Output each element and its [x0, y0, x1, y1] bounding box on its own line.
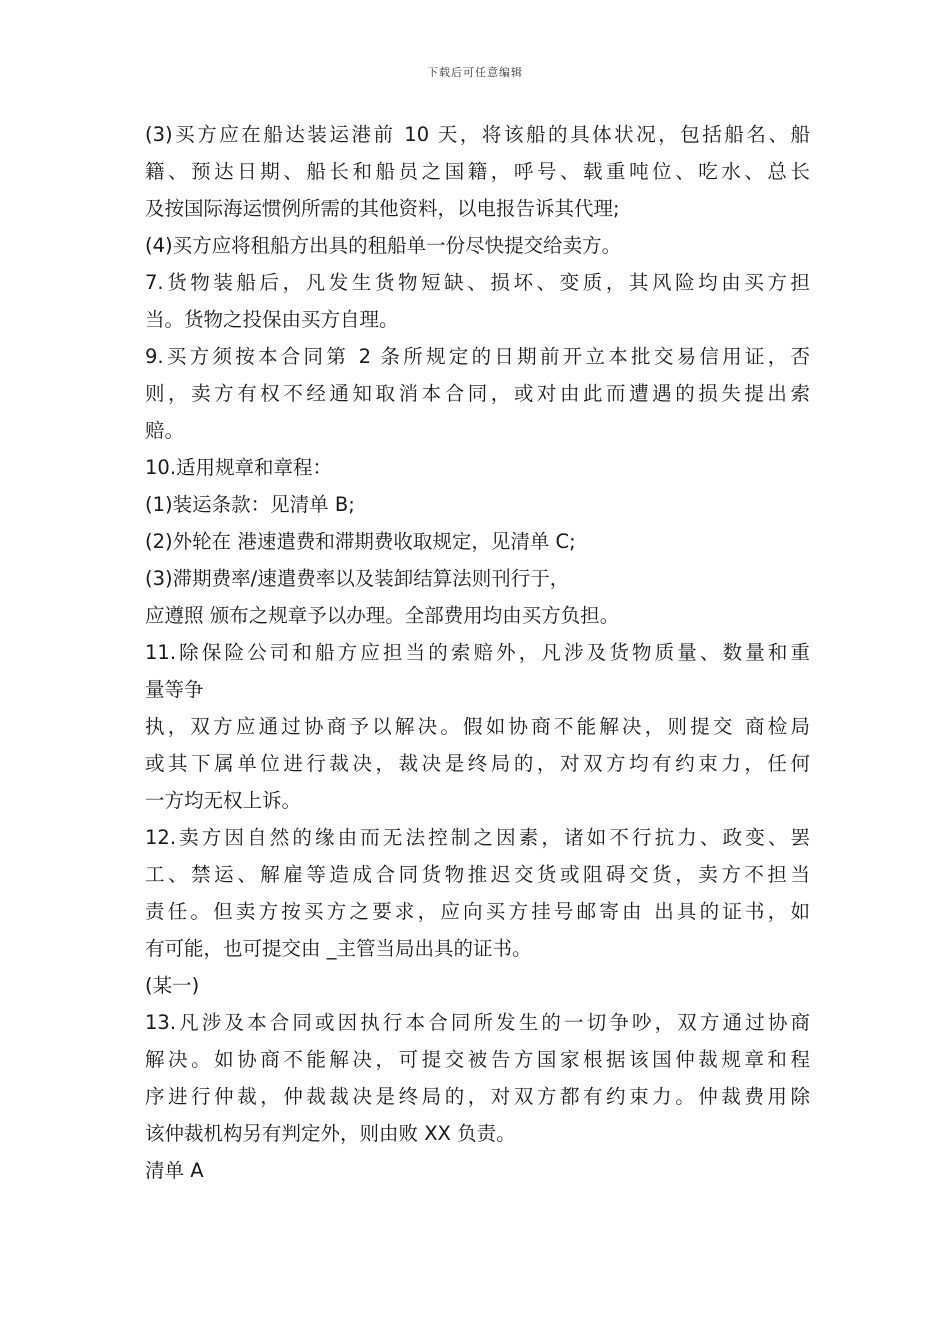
text-line: 11.除保险公司和船方应担当的索赔外，凡涉及货物质量、数量和重	[145, 641, 810, 664]
text-line: 12.卖方因自然的缘由而无法控制之因素，诸如不行抗力、政变、罢	[145, 826, 810, 849]
text-line: 工、禁运、解雇等造成合同货物推迟交货或阻碍交货，卖方不担当	[145, 863, 810, 886]
text-line: 清单 A	[145, 1159, 204, 1182]
text-line: 或其下属单位进行裁决，裁决是终局的，对双方均有约束力，任何	[145, 752, 810, 775]
text-line: (3)滞期费率/速遣费率以及装卸结算法则刊行于，	[145, 567, 570, 590]
text-line: (2)外轮在 港速遣费和滞期费收取规定，见清单 C;	[145, 530, 576, 553]
text-line: 执，双方应通过协商予以解决。假如协商不能解决，则提交 商检局	[145, 715, 810, 738]
text-line: 一方均无权上诉。	[145, 789, 302, 812]
text-line: 量等争	[145, 678, 204, 701]
text-line: (4)买方应将租船方出具的租船单一份尽快提交给卖方。	[145, 234, 622, 257]
text-line: 当。货物之投保由买方自理。	[145, 308, 399, 331]
text-line: 籍、预达日期、船长和船员之国籍，呼号、载重吨位、吃水、总长	[145, 160, 810, 183]
text-line: 解决。如协商不能解决，可提交被告方国家根据该国仲裁规章和程	[145, 1048, 810, 1071]
text-line: 13.凡涉及本合同或因执行本合同所发生的一切争吵，双方通过协商	[145, 1011, 810, 1034]
document-body	[145, 116, 810, 1189]
text-line: 赔。	[145, 419, 185, 442]
page-header: 下载后可任意编辑	[427, 66, 523, 79]
text-line: 应遵照 颁布之规章予以办理。全部费用均由买方负担。	[145, 604, 620, 627]
text-line: 则，卖方有权不经通知取消本合同，或对由此而遭遇的损失提出索	[145, 382, 810, 405]
text-line: 有可能，也可提交由 _主管当局出具的证书。	[145, 937, 532, 960]
text-line: (3)买方应在船达装运港前 10 天，将该船的具体状况，包括船名、船	[145, 123, 810, 146]
text-line: 9.买方须按本合同第 2 条所规定的日期前开立本批交易信用证，否	[145, 345, 810, 368]
text-line: 及按国际海运惯例所需的其他资料，以电报告诉其代理;	[145, 197, 620, 220]
text-line: (某一)	[145, 974, 200, 997]
text-line: 序进行仲裁，仲裁裁决是终局的，对双方都有约束力。仲裁费用除	[145, 1085, 810, 1108]
text-line: 责任。但卖方按买方之要求，应向买方挂号邮寄由 出具的证书，如	[145, 900, 810, 923]
text-line: 该仲裁机构另有判定外，则由败 XX 负责。	[145, 1122, 516, 1145]
text-line: 10.适用规章和章程：	[145, 456, 333, 479]
text-line: 7.货物装船后，凡发生货物短缺、损坏、变质，其风险均由买方担	[145, 271, 810, 294]
text-line: (1)装运条款：见清单 B;	[145, 493, 355, 516]
